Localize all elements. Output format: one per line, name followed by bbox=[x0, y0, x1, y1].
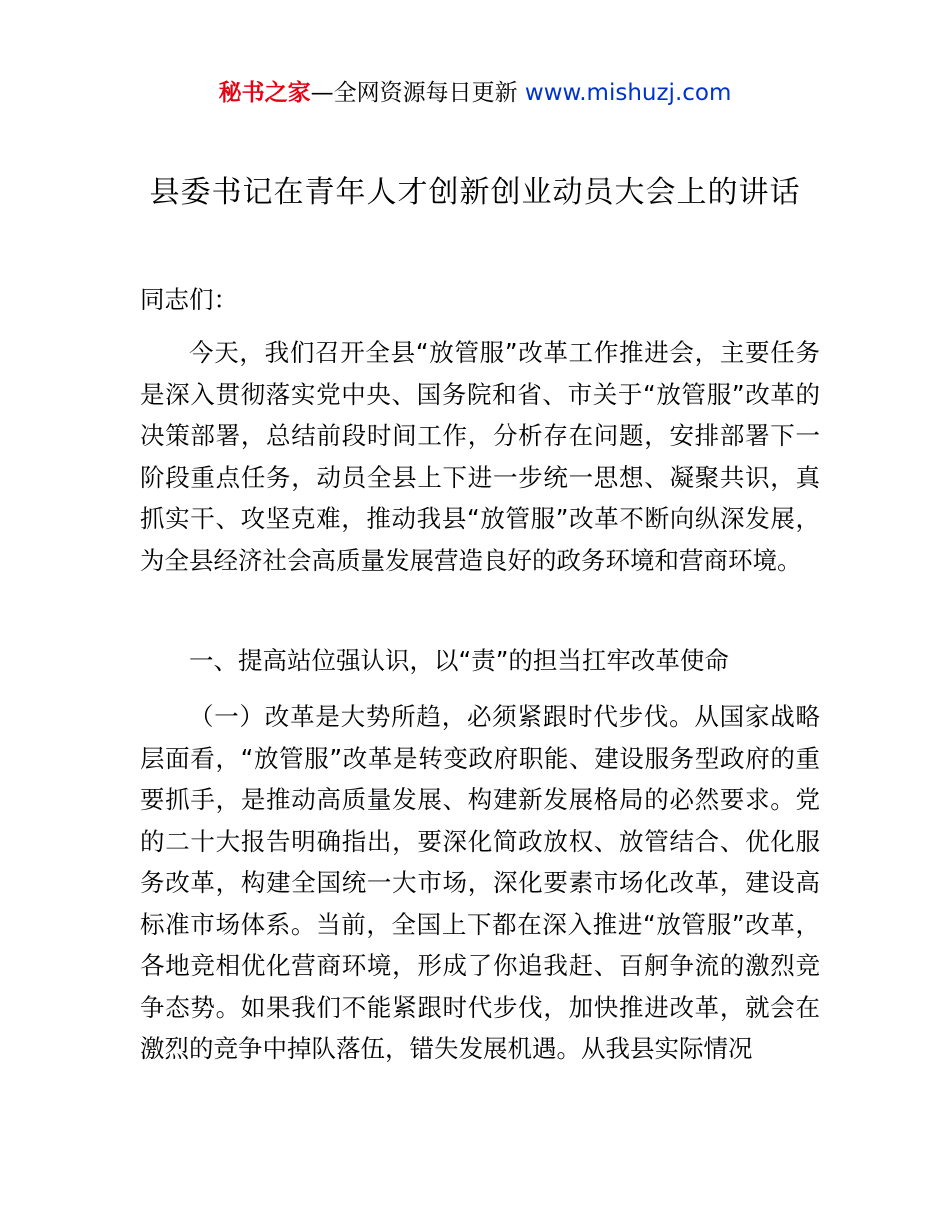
brand-name: 秘书之家 bbox=[218, 80, 311, 106]
paragraph-reform-trend: （一）改革是大势所趋，必须紧跟时代步伐。从国家战略层面看，“放管服”改革是转变政府职能、建设服务型政府的重要抓手，是推动高质量发展、构建新发展格局的必然要求。党的二十大报告明确指出，要深化简政放权、放管结合、优化服务改革，构建全国统一大市场，深化要素市场化改革，建设高标准市场体系。当前，全国上下都在深入推进“放管服”改革，各地竞相优化营商环境，形成了你追我赶、百舸争流的激烈竞争态势。如果我们不能紧跟时代步伐，加快推进改革，就会在激烈的竞争中掉队落伍，错失发展机遇。从我县实际情况 bbox=[140, 702, 820, 1063]
document-title: 县委书记在青年人才创新创业动员大会上的讲话 bbox=[149, 175, 801, 210]
site-header bbox=[0, 76, 950, 110]
section-heading-1: 一、提高站位强认识，以“责”的担当扛牢改革使命 bbox=[189, 646, 729, 675]
salutation: 同志们： bbox=[140, 285, 238, 314]
paragraph-intro: 今天，我们召开全县“放管服”改革工作推进会，主要任务是深入贯彻落实党中央、国务院和省、市关于“放管服”改革的决策部署，总结前段时间工作，分析存在问题，安排部署下一阶段重点任务，动员全县上下进一步统一思想、凝聚共识，真抓实干、攻坚克难，推动我县“放管服”改革不断向纵深发展，为全县经济社会高质量发展营造良好的政务环境和营商环境。 bbox=[140, 338, 820, 575]
header-tagline: —全网资源每日更新 bbox=[310, 80, 525, 106]
site-url[interactable]: www.mishuzj.com bbox=[524, 80, 732, 106]
